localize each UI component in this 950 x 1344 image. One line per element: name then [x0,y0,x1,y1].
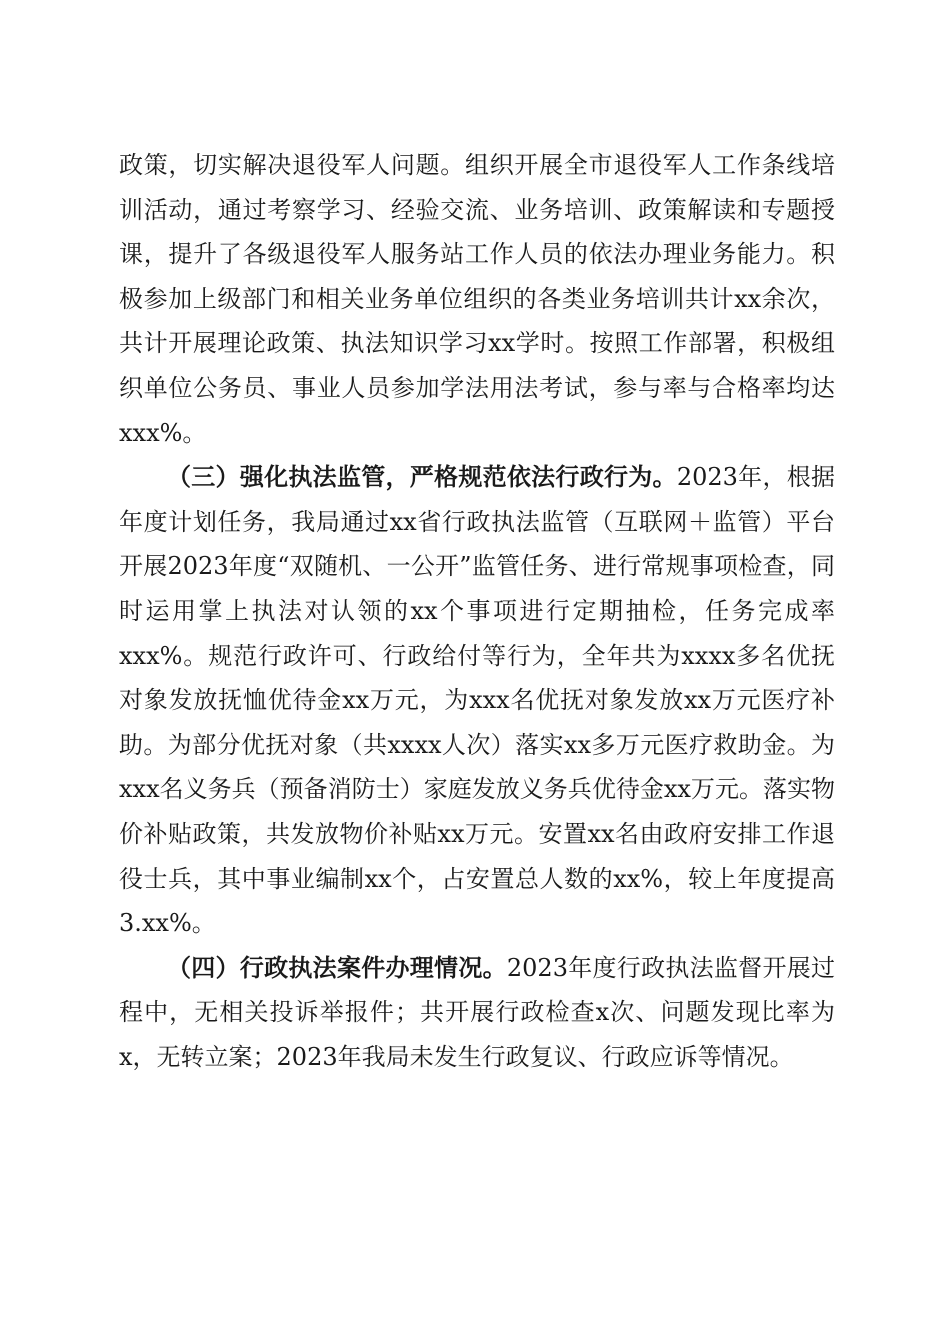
section-heading: （四）行政执法案件办理情况。 [167,952,507,982]
paragraph-continuation [119,143,835,455]
paragraph-section-3 [119,455,835,946]
paragraph-body: 2023年，根据年度计划任务，我局通过xx省行政执法监管（互联网＋监管）平台开展2023年度“双随机、一公开”监管任务、进行常规事项检查，同时运用掌上执法对认领的xx个事项进行定期抽检，任务完成率xxx%。规范行政许可、行政给付等行为，全年共为xxxx多名优抚对象发放抚恤优待金xx万元，为xxx名优抚对象发放xx万元医疗补助。为部分优抚对象（共xxxx人次）落实xx多万元医疗救助金。为xxx名义务兵（预备消防士）家庭发放义务兵优待金xx万元。落实物价补贴政策，共发放物价补贴xx万元。安置xx名由政府安排工作退役士兵，其中事业编制xx个，占安置总人数的xx%，较上年度提高3.xx%。 [119,463,836,938]
document-page [119,143,835,1079]
section-heading: （三）强化执法监管，严格规范依法行政行为。 [167,462,677,492]
paragraph-section-4 [119,946,835,1080]
paragraph-body: 政策，切实解决退役军人问题。组织开展全市退役军人工作条线培训活动，通过考察学习、经验交流、业务培训、政策解读和专题授课，提升了各级退役军人服务站工作人员的依法办理业务能力。积极参加上级部门和相关业务单位组织的各类业务培训共计xx余次，共计开展理论政策、执法知识学习xx学时。按照工作部署，积极组织单位公务员、事业人员参加学法用法考试，参与率与合格率均达xxx%。 [119,151,835,447]
paragraph-body: 2023年度行政执法监督开展过程中，无相关投诉举报件；共开展行政检查x次、问题发现比率为x，无转立案；2023年我局未发生行政复议、行政应诉等情况。 [119,953,836,1071]
